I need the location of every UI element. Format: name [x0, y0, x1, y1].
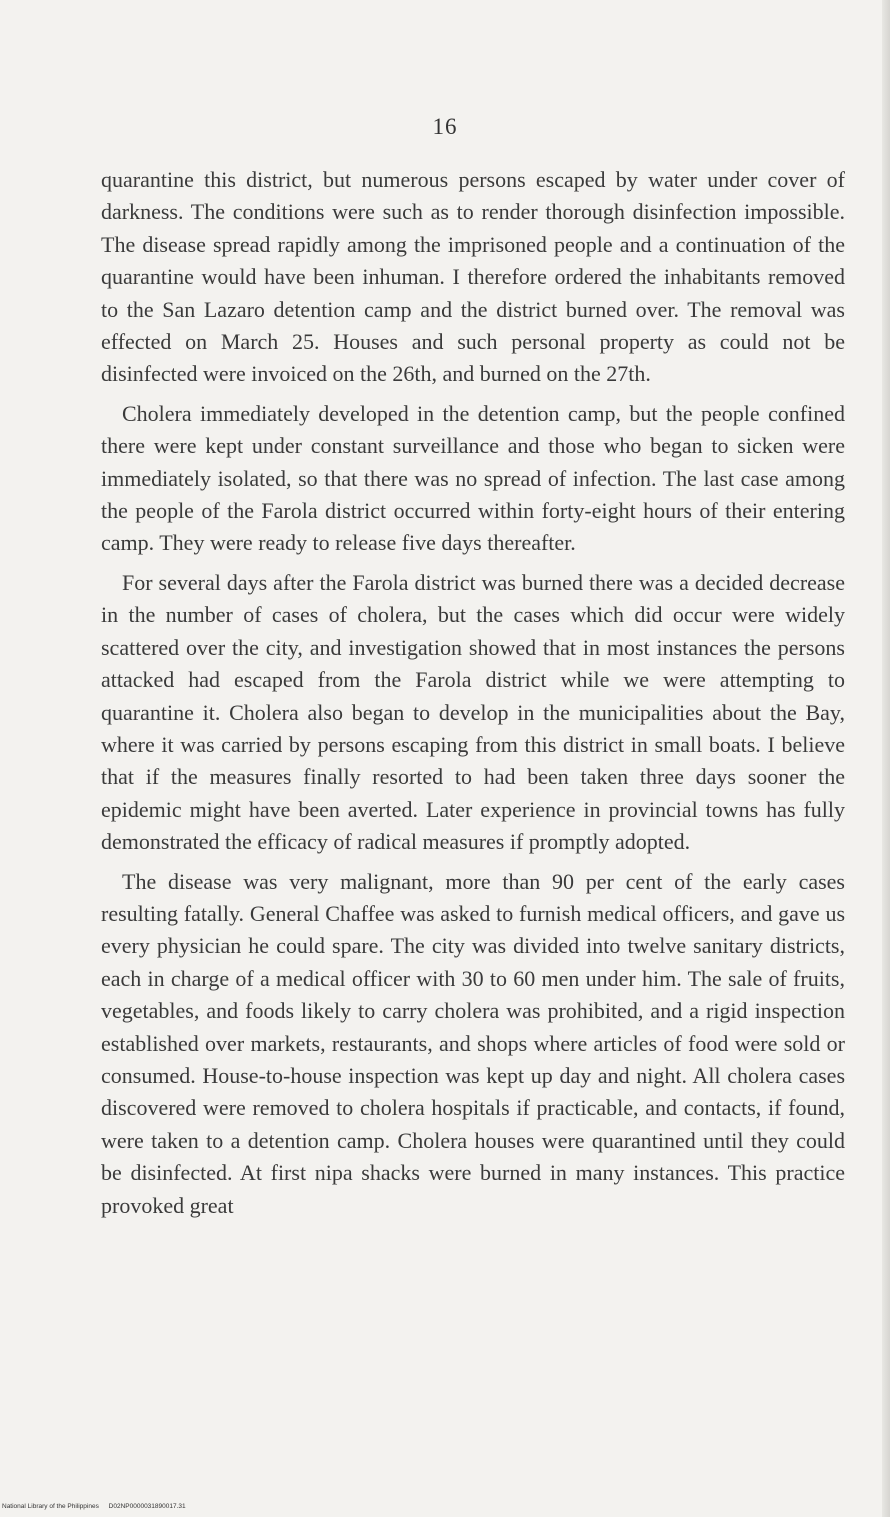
- page-edge-shadow: [882, 0, 890, 1517]
- paragraph-1: quarantine this district, but numerous persons escaped by water under cover of darkness. The conditions were such as to render thorough disinfection impossible. The disease spread rapidly among the imprisoned people and a continuation of the quarantine would have been inhuman. I therefore ordered the inhabitants removed to the San Lazaro detention camp and the district burned over. The removal was effected on March 25. Houses and such personal property as could not be disinfected were invoiced on the 26th, and burned on the 27th.: [101, 167, 845, 387]
- scan-footer: [2, 1503, 194, 1510]
- footer-library: National Library of the Philippines: [2, 1503, 99, 1510]
- page-number: 16: [432, 114, 458, 139]
- body-text: [101, 164, 845, 1229]
- paragraph-4: The disease was very malignant, more than 90 per cent of the early cases resulting fatally. General Chaffee was asked to furnish medical officers, and gave us every physician he could spare. The city was divided into twelve sanitary districts, each in charge of a medical officer with 30 to 60 men under him. The sale of fruits, vegetables, and foods likely to carry cholera was prohibited, and a rigid inspection established over markets, restaurants, and shops where articles of food were sold or consumed. House-to-house inspection was kept up day and night. All cholera cases discovered were removed to cholera hospitals if practicable, and contacts, if found, were taken to a detention camp. Cholera houses were quarantined until they could be disinfected. At first nipa shacks were burned in many instances. This practice provoked great: [101, 868, 845, 1218]
- paragraph-2: Cholera immediately developed in the detention camp, but the people confined there were kept under constant surveillance and those who began to sicken were immediately isolated, so that there was no spread of infection. The last case among the people of the Farola district occurred within forty-eight hours of their entering camp. They were ready to release five days thereafter.: [101, 400, 845, 556]
- footer-code: D02NP0000031890017.31: [108, 1503, 186, 1510]
- paragraph-3: For several days after the Farola district was burned there was a decided decrease in the number of cases of cholera, but the cases which did occur were widely scattered over the city, and investigation showed that in most instances the persons attacked had escaped from the Farola district while we were attempting to quarantine it. Cholera also began to develop in the municipalities about the Bay, where it was carried by persons escaping from this district in small boats. I believe that if the measures finally resorted to had been taken three days sooner the epidemic might have been averted. Later experience in provincial towns has fully demonstrated the efficacy of radical measures if promptly adopted.: [101, 569, 845, 855]
